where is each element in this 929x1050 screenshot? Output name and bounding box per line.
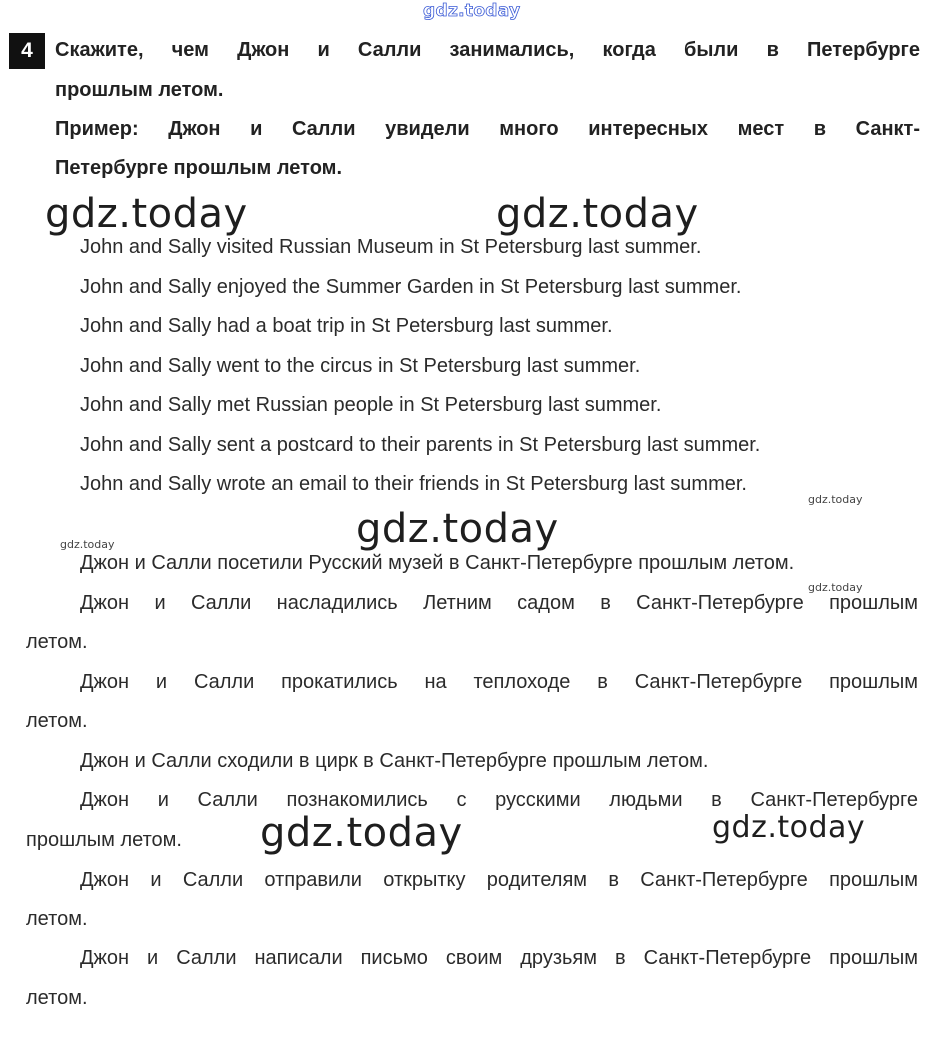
watermark-mid: gdz.today [712,810,866,845]
english-answer: John and Sally went to the circus in St Petersburg last summer. [80,355,641,377]
task-number-badge: 4 [9,33,45,69]
english-answer: John and Sally sent a postcard to their parents in St Petersburg last summer. [80,434,761,456]
russian-answer-continuation: прошлым летом. [26,829,182,851]
russian-answer: Джон и Салли написали письмо своим друзьям в Санкт-Петербурге прошлым [80,947,918,969]
english-answer: John and Sally had a boat trip in St Petersburg last summer. [80,315,613,337]
watermark-small: gdz.today [60,538,115,551]
english-answer: John and Sally enjoyed the Summer Garden in St Petersburg last summer. [80,276,742,298]
english-answer: John and Sally visited Russian Museum in St Petersburg last summer. [80,236,702,258]
russian-answer: Джон и Салли отправили открытку родителям в Санкт-Петербурге прошлым [80,869,918,891]
russian-answer-continuation: летом. [26,710,88,732]
watermark-top: gdz.today [423,1,521,21]
russian-answer: Джон и Салли насладились Летним садом в Санкт-Петербурге прошлым [80,592,918,614]
english-answer: John and Sally met Russian people in St Petersburg last summer. [80,394,662,416]
watermark-small: gdz.today [808,493,863,506]
example-line2: Петербурге прошлым летом. [55,157,343,179]
russian-answer: Джон и Салли посетили Русский музей в Санкт-Петербурге прошлым летом. [80,552,795,574]
russian-answer: Джон и Салли сходили в цирк в Санкт-Петербурге прошлым летом. [80,750,709,772]
watermark-big: gdz.today [260,810,463,856]
task-instruction-line1: Скажите, чем Джон и Салли занимались, когда были в Петербурге [55,39,920,61]
watermark-big: gdz.today [45,191,248,237]
russian-answer: Джон и Салли прокатились на теплоходе в Санкт-Петербурге прошлым [80,671,918,693]
watermark-big: gdz.today [496,191,699,237]
russian-answer-continuation: летом. [26,987,88,1009]
watermark-small: gdz.today [808,581,863,594]
russian-answer: Джон и Салли познакомились с русскими людьми в Санкт-Петербурге [80,789,918,811]
task-instruction-line2: прошлым летом. [55,79,224,101]
example-line1: Пример: Джон и Салли увидели много интересных мест в Санкт- [55,118,920,140]
russian-answer-continuation: летом. [26,908,88,930]
english-answer: John and Sally wrote an email to their friends in St Petersburg last summer. [80,473,747,495]
watermark-big: gdz.today [356,506,559,552]
russian-answer-continuation: летом. [26,631,88,653]
